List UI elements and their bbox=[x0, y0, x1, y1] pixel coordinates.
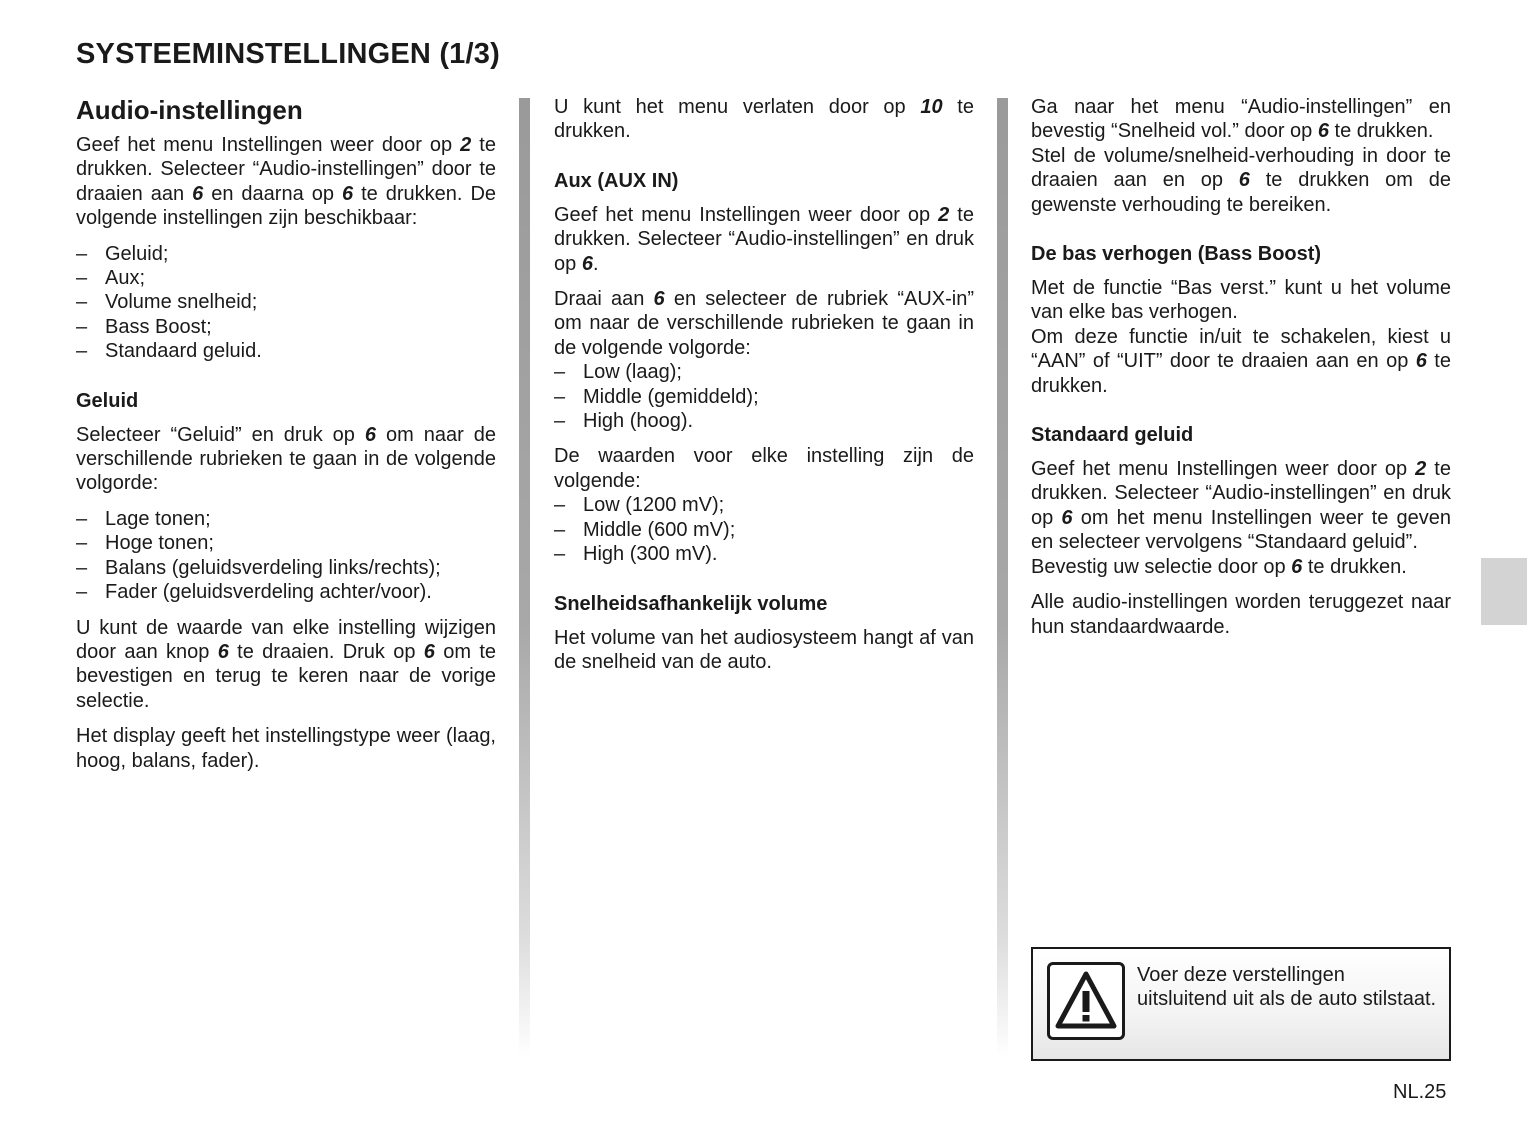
subheading-bass-boost: De bas verhogen (Bass Boost) bbox=[1031, 243, 1322, 266]
aux-values-intro: De waarden voor elke instelling zijn de volgende: bbox=[554, 445, 974, 492]
button-number-ref: 6 bbox=[1061, 506, 1073, 529]
text-run: Geef het menu Instellingen weer door op bbox=[76, 134, 461, 156]
default-sound-text-1 bbox=[1031, 457, 1451, 555]
column-2 bbox=[554, 95, 974, 685]
column-divider-1 bbox=[519, 98, 530, 1058]
exit-menu-text bbox=[554, 95, 974, 144]
subheading-aux: Aux (AUX IN) bbox=[554, 169, 679, 192]
column-3 bbox=[1031, 95, 1451, 650]
list-item: – Fader (geluidsverdeling achter/voor). bbox=[76, 580, 496, 604]
text-run: te drukken. bbox=[554, 96, 974, 143]
settings-list bbox=[76, 242, 496, 364]
speed-volume-cont-2 bbox=[1031, 144, 1451, 217]
button-number-ref: 6 bbox=[653, 288, 665, 311]
button-number-ref: 2 bbox=[938, 203, 950, 226]
text-run: Draai aan bbox=[554, 288, 654, 311]
text-run: Bevestig uw selectie door op bbox=[1031, 555, 1292, 578]
column-1 bbox=[76, 95, 496, 784]
list-item: – Standaard geluid. bbox=[76, 339, 496, 363]
aux-values-list bbox=[554, 493, 974, 566]
text-run: te drukken. Selecteer “Audio-instellingen” en druk op bbox=[554, 203, 974, 275]
button-number-ref: 6 bbox=[1291, 555, 1303, 578]
subheading-default-sound: Standaard geluid bbox=[1031, 424, 1194, 447]
button-number-ref: 6 bbox=[364, 423, 377, 446]
button-number-ref: 2 bbox=[460, 134, 472, 156]
bass-boost-text-1: Met de functie “Bas verst.” kunt u het volume van elke bas verhogen. bbox=[1031, 277, 1451, 324]
button-number-ref: 6 bbox=[423, 640, 435, 663]
text-run: om te bevestigen en terug te keren naar de vorige selectie. bbox=[76, 640, 497, 712]
list-item: – Hoge tonen; bbox=[76, 531, 496, 555]
button-number-ref: 6 bbox=[341, 182, 354, 205]
button-number-ref: 10 bbox=[920, 96, 943, 118]
subheading-geluid: Geluid bbox=[76, 389, 139, 412]
text-run: te drukken. bbox=[1328, 120, 1434, 143]
button-number-ref: 6 bbox=[1317, 120, 1329, 143]
list-item: – Middle (600 mV); bbox=[554, 518, 974, 542]
text-run: om naar de verschillende rubrieken te gaan in de volgende volgorde: bbox=[76, 423, 496, 495]
column-divider-2 bbox=[997, 98, 1008, 1058]
text-run: en daarna op bbox=[203, 182, 342, 205]
list-item: – Bass Boost; bbox=[76, 315, 496, 339]
aux-level-list bbox=[554, 360, 974, 433]
chapter-side-tab bbox=[1481, 558, 1527, 625]
text-run: te drukken. Selecteer “Audio-instellingen” door te draaien aan bbox=[76, 134, 496, 205]
list-item: – Middle (gemiddeld); bbox=[554, 385, 974, 409]
text-run: Stel de volume/snelheid-verhouding in door te draaien aan en op bbox=[1031, 144, 1451, 192]
button-number-ref: 6 bbox=[581, 252, 593, 275]
list-item: – High (300 mV). bbox=[554, 542, 974, 566]
text-run: Selecteer “Geluid” en druk op bbox=[76, 423, 365, 446]
text-run: en selecteer de rubriek “AUX-in” om naar de verschillende rubrieken te gaan in de volgende volgorde: bbox=[554, 288, 975, 359]
audio-intro bbox=[76, 133, 496, 231]
page-number: NL.25 bbox=[1393, 1081, 1447, 1103]
text-run: om het menu Instellingen weer te geven en selecteer vervolgens “Standaard geluid”. bbox=[1031, 506, 1451, 554]
button-number-ref: 2 bbox=[1415, 458, 1427, 481]
text-run: U kunt het menu verlaten door op bbox=[554, 96, 921, 118]
button-number-ref: 6 bbox=[217, 640, 229, 663]
text-run: te drukken. De volgende instellingen zijn beschikbaar: bbox=[76, 182, 497, 230]
list-item: – Geluid; bbox=[76, 242, 496, 266]
warning-box bbox=[1031, 947, 1451, 1061]
text-run: . bbox=[592, 252, 599, 275]
warning-text: Voer deze verstellingen uitsluitend uit als de auto stilstaat. bbox=[1137, 964, 1437, 1011]
speed-volume-cont-1 bbox=[1031, 95, 1451, 144]
button-number-ref: 6 bbox=[192, 182, 204, 205]
text-run: Geef het menu Instellingen weer door op bbox=[554, 203, 939, 226]
text-run: te draaien. Druk op bbox=[228, 640, 424, 663]
aux-turn-text bbox=[554, 287, 974, 360]
list-item: – Aux; bbox=[76, 266, 496, 290]
change-value-text bbox=[76, 616, 496, 714]
text-run: te drukken om de gewenste verhouding te bereiken. bbox=[1031, 169, 1451, 216]
warning-triangle-icon bbox=[1047, 962, 1125, 1040]
subheading-speed-volume: Snelheidsafhankelijk volume bbox=[554, 592, 828, 615]
button-number-ref: 6 bbox=[1415, 350, 1427, 373]
list-item: – Balans (geluidsverdeling links/rechts); bbox=[76, 556, 496, 580]
list-item: – High (hoog). bbox=[554, 409, 974, 433]
geluid-list bbox=[76, 507, 496, 605]
default-sound-text-2 bbox=[1031, 555, 1451, 579]
display-text: Het display geeft het instellingstype weer (laag, hoog, balans, fader). bbox=[76, 725, 496, 772]
text-run: te drukken. bbox=[1031, 350, 1451, 397]
list-item: – Low (laag); bbox=[554, 360, 974, 384]
text-run: U kunt de waarde van elke instelling wijzigen door aan knop bbox=[76, 616, 496, 663]
list-item: – Lage tonen; bbox=[76, 507, 496, 531]
list-item: – Low (1200 mV); bbox=[554, 493, 974, 517]
text-run: Geef het menu Instellingen weer door op bbox=[1031, 458, 1416, 481]
text-run: Ga naar het menu “Audio-instellingen” en bevestig “Snelheid vol.” door op bbox=[1031, 96, 1451, 143]
text-run: te drukken. bbox=[1302, 555, 1407, 578]
text-run: te drukken. Selecteer “Audio-instellingen” en druk op bbox=[1031, 458, 1451, 529]
button-number-ref: 6 bbox=[1238, 169, 1250, 192]
bass-boost-text-2 bbox=[1031, 325, 1451, 398]
geluid-intro bbox=[76, 423, 496, 496]
speed-volume-text: Het volume van het audiosysteem hangt af van de snelheid van de auto. bbox=[554, 626, 974, 673]
page-title: SYSTEEMINSTELLINGEN (1/3) bbox=[76, 38, 500, 70]
reset-text: Alle audio-instellingen worden teruggezet naar hun standaardwaarde. bbox=[1031, 591, 1451, 638]
text-run: Om deze functie in/uit te schakelen, kiest u “AAN” of “UIT” door te draaien aan en op bbox=[1031, 325, 1451, 373]
section-heading-audio: Audio-instellingen bbox=[76, 95, 303, 125]
aux-intro bbox=[554, 203, 974, 276]
list-item: – Volume snelheid; bbox=[76, 290, 496, 314]
